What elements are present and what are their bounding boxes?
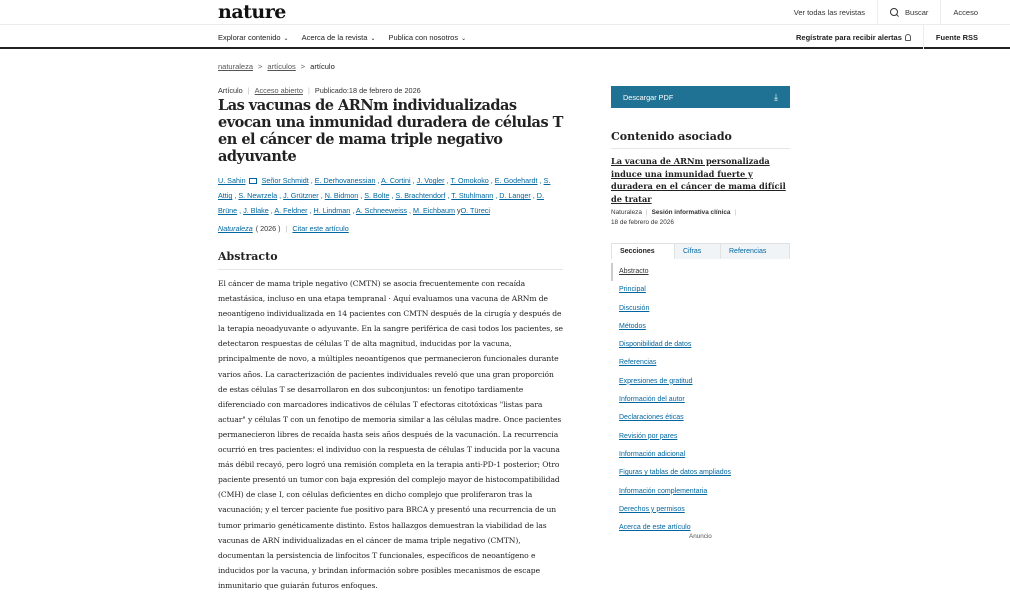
download-pdf-label: Descargar PDF	[623, 92, 674, 102]
author-link[interactable]: S. Newrzela	[238, 191, 278, 200]
chevron-down-icon: ⌄	[370, 35, 376, 42]
author-link[interactable]: H. Lindman	[313, 206, 351, 215]
abstract-text: El cáncer de mama triple negativo (CMTN) se asocia frecuentemente con recaída metastásica, incluso en una etapa tempranal · Aquí evaluamos una vacuna de ARNm de neoantígeno individualizada en 14 pacientes con CMTN después de la cirugía y después de la terapia neoadyuvante o adyuvante. En la sangre periférica de casi todos los pacientes, se detectaron respuestas de células T de alta magnitud, inducidas por la vacuna, principalmente de novo, a múltiples neoantígenos que permanecieron funcionales durante varios años. La caracterización de pacientes individuales reveló que una gran proporción de estas células T se desarrollaron en dos subconjuntos: un fenotipo tardiamente diferenciado con marcadores indicativos de células T efectoras citotóxicas "listas para actuar" y células T con un fenotipo de memoria similar a las células madre. Once pacientes permanecieron libres de recaída hasta seis años después de la vacunación. La recurrencia ocurrió en tres pacientes: el individuo con la respuesta de células T inducida por la vacuna más débil recayó, pero logró una remisión completa en la terapia anti-PD-1 posterior; Otro paciente presentó un tumor con baja expresión del complejo mayor de histocompatibilidad (CMH) de clase I, con células deficientes en dicho complejo que proliferaron tras la vacunación; y el tercer paciente fue positivo para BRCA y presentó una recurrencia de un tumor primario genéticamente distinto. Estos hallazgos demuestran la viabilidad de las vacunas de ARN individualizadas en el cáncer de mama triple negativo (CMTN), documentan la persistencia de linfocitos T funcionales, específicos de neoantígeno e inducidos por la vacuna, y brindan información sobre posibles mecanismos de escape inmunitario que guiarán futuros enfoques.	[218, 279, 563, 590]
author-link[interactable]: A. Schneeweiss	[355, 206, 408, 215]
search-button[interactable]	[877, 0, 940, 25]
associated-content-heading: Contenido asociado	[611, 130, 790, 149]
section-link-rights[interactable]: Derechos y permisos	[619, 505, 685, 513]
author-link[interactable]: S. Brachtendorf	[395, 191, 446, 200]
author-link[interactable]: D. Langer	[499, 191, 531, 200]
meta-divider: |	[734, 209, 737, 216]
meta-divider: |	[645, 209, 648, 216]
author-link[interactable]: S. Bolte	[364, 191, 390, 200]
journal-divider: |	[285, 224, 288, 233]
journal-link[interactable]: Naturaleza	[218, 224, 253, 233]
breadcrumb-nature[interactable]: naturaleza	[218, 62, 254, 71]
nav-about-label: Acerca de la revista	[301, 32, 368, 42]
section-link-ethics[interactable]: Declaraciones éticas	[619, 414, 684, 422]
search-icon	[890, 8, 899, 17]
nav-menu	[218, 25, 479, 49]
authors-conjunction: y	[456, 206, 461, 215]
section-link-acknowledgements[interactable]: Expresiones de gratitud	[619, 377, 693, 385]
published-date: Publicado:18 de febrero de 2026	[314, 86, 421, 95]
sections-list	[611, 259, 790, 537]
author-link[interactable]: J. Vogler	[416, 176, 445, 185]
article-main	[218, 86, 563, 593]
author-link[interactable]: S. Attig	[218, 176, 551, 200]
author-link[interactable]: M. Eichbaum	[413, 206, 455, 215]
chevron-down-icon: ⌄	[283, 35, 289, 42]
tab-sections[interactable]: Secciones	[612, 244, 674, 259]
breadcrumb-separator: >	[258, 62, 263, 71]
section-link-discussion[interactable]: Discusión	[619, 304, 650, 312]
section-link-about-article[interactable]: Acerca de este artículo	[619, 524, 691, 532]
nav-bar	[0, 25, 1010, 49]
abstract-heading: Abstracto	[218, 250, 563, 270]
sign-up-alerts-link[interactable]	[784, 25, 923, 49]
author-link[interactable]: D. Brüne	[218, 191, 544, 215]
nav-about-journal[interactable]	[302, 33, 376, 42]
nav-publish-label: Publica con nosotros	[388, 32, 459, 42]
top-bar	[0, 0, 1010, 25]
download-icon: ⤓	[774, 91, 778, 102]
meta-divider: |	[247, 86, 250, 95]
author-link[interactable]: A. Cortini	[381, 176, 411, 185]
cite-article-link[interactable]: Citar este artículo	[292, 224, 349, 233]
section-link-author-info[interactable]: Información del autor	[619, 396, 685, 404]
section-link-references[interactable]: Referencias	[619, 359, 657, 367]
open-access-link[interactable]: Acceso abierto	[254, 86, 303, 95]
author-link[interactable]: T. Omokoko	[450, 176, 489, 185]
top-links	[782, 0, 990, 25]
section-link-extended-data[interactable]: Figuras y tablas de datos ampliados	[619, 469, 732, 477]
meta-divider: |	[307, 86, 310, 95]
author-link[interactable]: J. Grützner	[283, 191, 319, 200]
author-link[interactable]: E. Godehardt	[494, 176, 538, 185]
associated-meta	[611, 209, 790, 216]
view-all-journals-link[interactable]	[782, 0, 877, 25]
bell-icon	[905, 34, 911, 41]
author-link[interactable]: E. Derhovanessian	[314, 176, 376, 185]
author-link[interactable]: J. Blake	[243, 206, 269, 215]
section-link-methods[interactable]: Métodos	[619, 322, 646, 330]
associated-type: Sesión informativa clínica	[651, 209, 731, 216]
article-meta	[218, 86, 563, 95]
section-link-additional-info[interactable]: Información adicional	[619, 450, 686, 458]
sidebar	[611, 86, 790, 537]
rss-label: Fuente RSS	[935, 32, 978, 42]
section-link-main[interactable]: Principal	[619, 286, 646, 294]
mail-icon[interactable]	[249, 178, 257, 184]
author-link[interactable]: A. Feldner	[274, 206, 308, 215]
section-link-data-availability[interactable]: Disponibilidad de datos	[619, 341, 692, 349]
author-link[interactable]: N. Bidmon	[324, 191, 359, 200]
search-label: Buscar	[905, 8, 929, 17]
login-label: Acceso	[953, 8, 978, 17]
tab-references[interactable]: Referencias	[720, 244, 789, 259]
article-type: Artículo	[218, 86, 243, 95]
sidebar-tabs	[611, 243, 790, 259]
download-pdf-button[interactable]	[611, 86, 790, 108]
author-link[interactable]: T. Stuhlmann	[451, 191, 494, 200]
associated-journal: Naturaleza	[611, 209, 642, 216]
nature-logo[interactable]: nature	[218, 1, 286, 23]
nav-explore-label: Explorar contenido	[218, 32, 281, 42]
alerts-label: Regístrate para recibir alertas	[796, 32, 902, 42]
author-link[interactable]: U. Sahin	[218, 176, 246, 185]
nav-right	[784, 25, 990, 49]
nav-publish-with-us[interactable]	[388, 33, 466, 42]
rss-feed-link[interactable]	[923, 25, 990, 49]
section-link-supplementary[interactable]: Información complementaria	[619, 487, 708, 495]
login-link[interactable]	[940, 0, 990, 25]
breadcrumb-articles[interactable]: artículos	[267, 62, 296, 71]
nav-explore-content[interactable]	[218, 33, 289, 42]
breadcrumb-separator: >	[300, 62, 306, 71]
breadcrumb-current: artículo	[310, 62, 335, 71]
section-link-abstract[interactable]: Abstracto	[611, 263, 790, 281]
journal-year: ( 2026 )	[255, 224, 281, 233]
journal-line	[218, 224, 563, 233]
article-title: Las vacunas de ARNm individualizadas evocan una inmunidad duradera de células T en el cáncer de mama triple negativo adyuvante	[218, 97, 563, 165]
associated-date: 18 de febrero de 2026	[611, 219, 674, 226]
author-list: U. Sahin Señor Schmidt , E. Derhovanessian , A. Cortini , J. Vogler , T. Omokoko , E. Godehardt , S. Attig , S. Newrzela , J. Grützner , N. Bidmon , S. Bolte , S. Brachtendorf , T. Stuhlmann , D. Langer , D. Brüne , J. Blake , A. Feldner , H. Lindman , A. Schneeweiss , M. Eichbaum yO. Türeci	[218, 176, 551, 215]
tab-figures[interactable]: Cifras	[674, 244, 720, 259]
associated-article-link[interactable]: La vacuna de ARNm personalizada induce una inmunidad fuerte y duradera en el cáncer de mama difícil de tratar	[611, 156, 786, 204]
chevron-down-icon: ⌄	[461, 35, 467, 42]
section-link-peer-review[interactable]: Revisión por pares	[619, 432, 678, 440]
breadcrumb	[218, 62, 335, 71]
view-all-journals-label: Ver todas las revistas	[793, 8, 866, 17]
author-link[interactable]: Señor Schmidt	[261, 176, 309, 185]
author-link[interactable]: O. Türeci	[460, 206, 491, 215]
advertisement-label: Anuncio	[689, 533, 712, 540]
